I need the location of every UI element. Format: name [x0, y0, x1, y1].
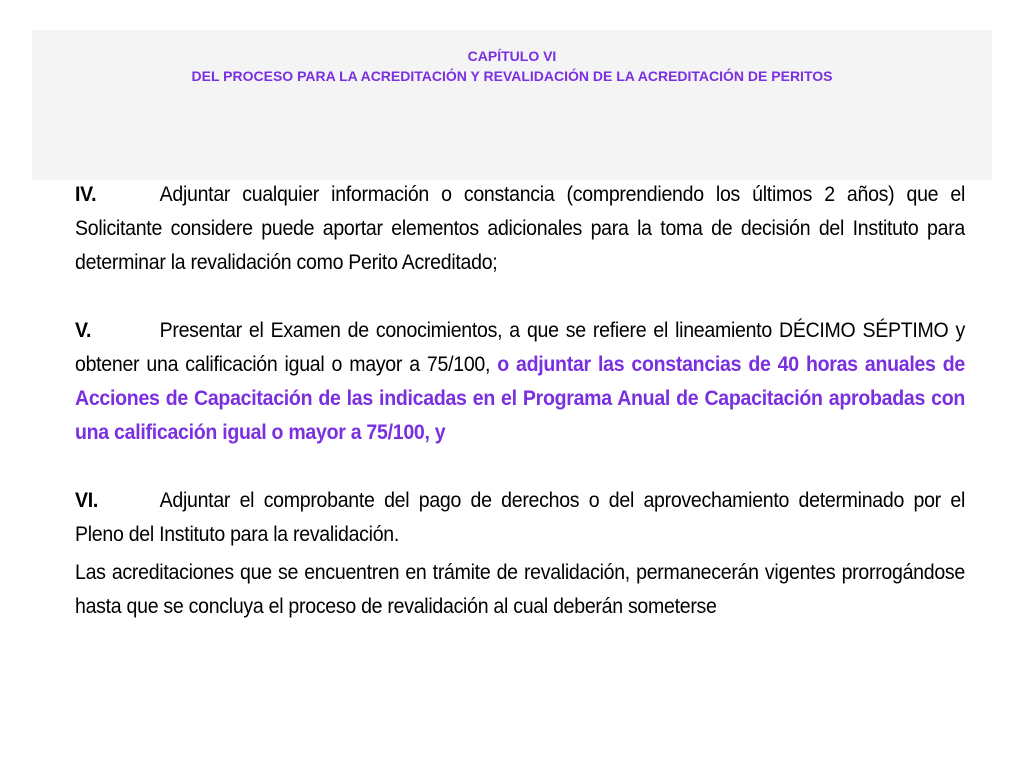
item-v [75, 314, 965, 450]
item-vi [75, 484, 965, 552]
document-body [75, 178, 965, 624]
item-iv-text: Adjuntar cualquier información o constancia (comprendiendo los últimos 2 años) que el Solicitante considere puede aportar elementos adicionales para la toma de decisión del Instituto para determinar la revalidación como Perito Acreditado; [75, 183, 966, 274]
chapter-header [32, 46, 992, 86]
chapter-title: CAPÍTULO VI [467, 48, 557, 64]
item-vi-text: Adjuntar el comprobante del pago de derechos o del aprovechamiento determinado por el Pleno del Instituto para la revalidación. [75, 489, 966, 546]
item-iv [75, 178, 965, 280]
chapter-subtitle: DEL PROCESO PARA LA ACREDITACIÓN Y REVALIDACIÓN DE LA ACREDITACIÓN DE PERITOS [191, 68, 833, 84]
item-v-text: Presentar el Examen de conocimientos, a que se refiere el lineamiento DÉCIMO SÉPTIMO y obtener una calificación igual o mayor a 75/100, [75, 319, 966, 376]
item-vi-numeral: VI. [75, 489, 99, 512]
item-iv-numeral: IV. [75, 183, 97, 206]
item-v-numeral: V. [75, 319, 92, 342]
item-v-emphasis: o adjuntar las constancias de 40 horas anuales de Acciones de Capacitación de las indicadas en el Programa Anual de Capacitación aprobadas con una calificación igual o mayor a 75/100, y [75, 353, 966, 444]
closing-paragraph: Las acreditaciones que se encuentren en trámite de revalidación, permanecerán vigentes prorrogándose hasta que se concluya el proceso de revalidación al cual deberán someterse [75, 561, 966, 618]
